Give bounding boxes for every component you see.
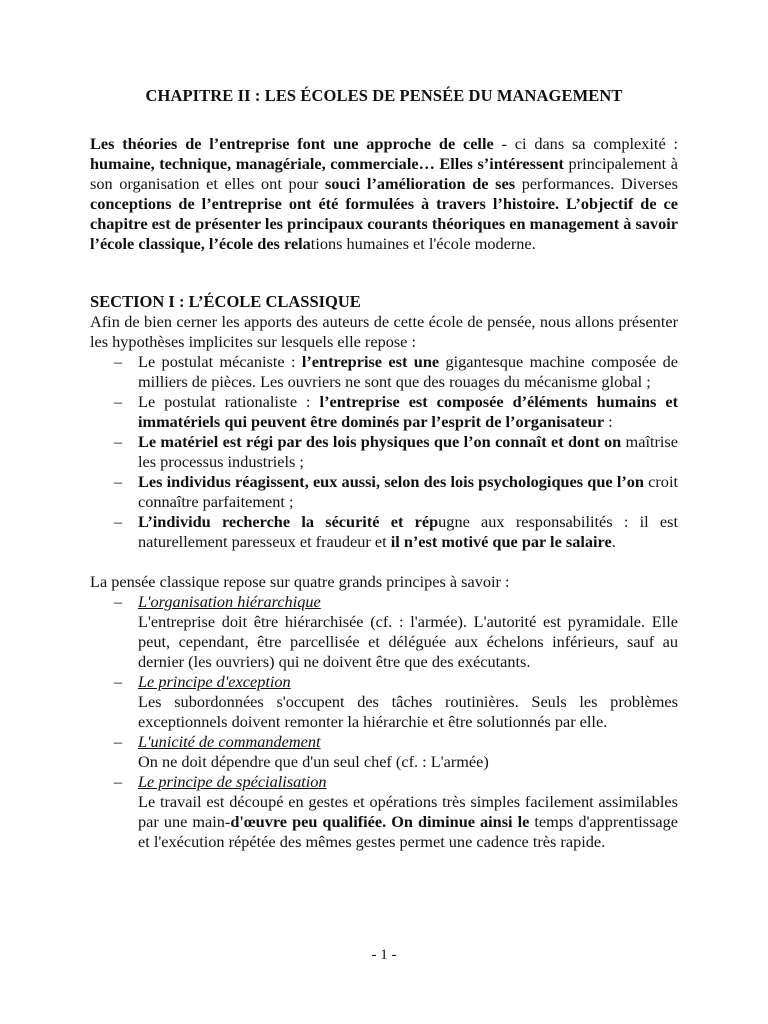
- text-run: l’entreprise est composée d’éléments humains et immatériels qui peuvent être dominés par l’esprit de l’organisateur: [138, 392, 678, 431]
- section-body: [90, 312, 678, 852]
- text-run: temps d'apprentissage et l'exécution répétée des mêmes gestes permet une cadence très rapide.: [138, 812, 679, 851]
- text-run: il n’est motivé que par le salaire: [390, 532, 612, 551]
- text-run: L’individu recherche la sécurité et rép: [138, 512, 439, 531]
- postulates-list: [90, 352, 678, 552]
- text-run: conceptions de l’entreprise ont été formulées à travers l’histoire. L’objectif de ce chapitre est de présenter les principaux courants théoriques en management à savoir l’école classique, l’école des rela: [90, 194, 678, 253]
- text-run: l’entreprise est une: [301, 352, 440, 371]
- text-run: performances. Diverses: [515, 174, 678, 193]
- text-run: d'œuvre peu qualifiée. On diminue ainsi le: [230, 812, 530, 831]
- postulate-item: [90, 392, 678, 432]
- dash-bullet: –: [114, 392, 123, 411]
- principle-heading: L'unicité de commandement: [138, 732, 321, 751]
- principles-lead: La pensée classique repose sur quatre grands principes à savoir :: [90, 572, 510, 591]
- text-run: humaine, technique, managériale, commerciale… Elles s’intéressent: [90, 154, 564, 173]
- dash-bullet: –: [114, 512, 123, 531]
- postulate-item: [90, 472, 678, 512]
- text-run: principalement à son organisation et elles ont pour: [90, 154, 678, 193]
- dash-bullet: –: [114, 472, 123, 491]
- text-run: Les subordonnées s'occupent des tâches routinières. Seuls les problèmes exceptionnels doivent remonter la hiérarchie et être solutionnés par elle.: [138, 692, 678, 731]
- text-run: gigantesque machine composée de milliers de pièces. Les ouvriers ne sont que des rouages du mécanisme global ;: [138, 352, 678, 391]
- dash-bullet: –: [114, 672, 123, 691]
- principle-item: [90, 592, 678, 672]
- principle-item: [90, 732, 678, 772]
- text-run: croit connaître parfaitement ;: [138, 472, 678, 511]
- text-run: :: [604, 412, 613, 431]
- section-title: SECTION I : L’ÉCOLE CLASSIQUE: [90, 292, 361, 311]
- dash-bullet: –: [114, 592, 123, 611]
- principles-list: [90, 592, 678, 852]
- principle-item: [90, 672, 678, 732]
- dash-bullet: –: [114, 772, 123, 791]
- dash-bullet: –: [114, 732, 123, 751]
- text-run: Les théories de l’entreprise font une approche de celle: [90, 134, 494, 153]
- text-run: tions humaines et l'école moderne.: [310, 234, 536, 253]
- text-run: - ci dans sa complexité :: [493, 134, 679, 153]
- chapter-title: CHAPITRE II : LES ÉCOLES DE PENSÉE DU MANAGEMENT: [145, 86, 623, 105]
- text-run: maîtrise les processus industriels ;: [138, 432, 678, 471]
- text-run: souci l’amélioration de ses: [325, 174, 516, 193]
- section-lead: Afin de bien cerner les apports des auteurs de cette école de pensée, nous allons présenter les hypothèses implicites sur lesquels elle repose :: [90, 312, 678, 351]
- dash-bullet: –: [114, 352, 123, 371]
- text-run: Le matériel est régi par des lois physiques que l’on connaît et dont on: [138, 432, 622, 451]
- principle-body: [138, 752, 678, 772]
- text-run: Le postulat mécaniste :: [138, 352, 302, 371]
- text-run: On ne doit dépendre que d'un seul chef (cf. : L'armée): [138, 752, 489, 771]
- postulate-item: [90, 352, 678, 392]
- text-run: L'entreprise doit être hiérarchisée (cf. : l'armée). L'autorité est pyramidale. Elle peut, cependant, être parcellisée et déléguée aux échelons inférieurs, sauf au dernier (les ouvriers) qui ne doivent être que des exécutants.: [138, 612, 678, 671]
- text-run: Le travail est découpé en gestes et opérations très simples facilement assimilables par une main-: [138, 792, 678, 831]
- principle-body: [138, 692, 678, 732]
- text-run: Le postulat rationaliste :: [138, 392, 320, 411]
- principle-body: [138, 612, 678, 672]
- text-run: .: [611, 532, 616, 551]
- principle-heading: Le principe de spécialisation: [138, 772, 327, 791]
- text-run: ugne aux responsabilités : il est naturellement paresseux et fraudeur et: [138, 512, 678, 551]
- intro-paragraph: [90, 134, 678, 254]
- text-run: Les individus réagissent, eux aussi, selon des lois psychologiques que l’on: [138, 472, 644, 491]
- dash-bullet: –: [114, 432, 123, 451]
- principle-body: [138, 792, 678, 852]
- postulate-item: [90, 512, 678, 552]
- page-number: - 1 -: [371, 947, 397, 963]
- principle-item: [90, 772, 678, 852]
- postulate-item: [90, 432, 678, 472]
- principle-heading: L'organisation hiérarchique: [138, 592, 321, 611]
- principle-heading: Le principe d'exception: [138, 672, 291, 691]
